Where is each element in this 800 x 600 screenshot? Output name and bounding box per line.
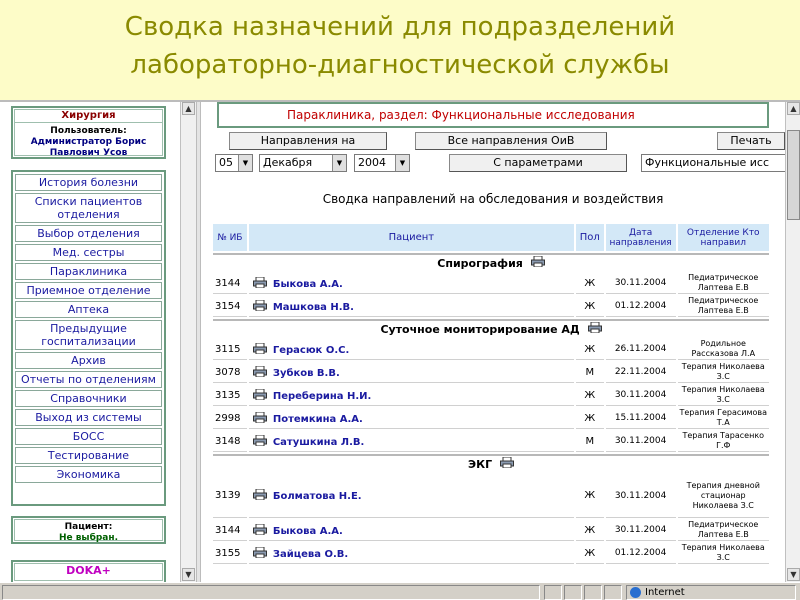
cell-date: 30.11.2004: [606, 385, 676, 406]
globe-icon: [630, 587, 641, 598]
menu-boss[interactable]: БОСС: [15, 428, 162, 445]
printer-icon: [531, 256, 545, 267]
cell-sex: Ж: [576, 474, 604, 518]
cell-patient[interactable]: [249, 296, 574, 317]
directions-button[interactable]: Направления на: [229, 132, 387, 150]
menu-logout[interactable]: Выход из системы: [15, 409, 162, 426]
col-header-dept: Отделение Кто направил: [678, 224, 770, 251]
cell-date: 01.12.2004: [606, 296, 676, 317]
cell-dept: Терапия Николаева З.С: [678, 385, 770, 406]
cell-no: 3144: [213, 273, 247, 294]
user-role: Администратор Борис: [30, 137, 147, 147]
printer-icon: [253, 524, 267, 535]
main-scrollbar[interactable]: [785, 102, 800, 582]
patient-link[interactable]: Герасюк О.С.: [272, 344, 350, 356]
menu-economics[interactable]: Экономика: [15, 466, 162, 483]
status-message: [2, 585, 540, 600]
printer-icon: [253, 547, 267, 558]
main-frame: [201, 102, 785, 582]
user-label: Пользователь:: [50, 126, 127, 136]
cell-date: 30.11.2004: [606, 474, 676, 518]
patient-label: Пациент:: [64, 522, 113, 532]
cell-sex: М: [576, 362, 604, 383]
cell-patient[interactable]: [249, 520, 574, 541]
left-scrollbar[interactable]: [180, 102, 196, 582]
menu-history[interactable]: История болезни: [15, 174, 162, 191]
printer-icon: [253, 343, 267, 354]
printer-icon: [253, 300, 267, 311]
left-frame: [0, 102, 180, 582]
with-params-button[interactable]: С параметрами: [449, 154, 627, 172]
menu-references[interactable]: Справочники: [15, 390, 162, 407]
scroll-up-icon[interactable]: ▲: [182, 102, 195, 115]
cell-patient[interactable]: [249, 474, 574, 518]
menu-select-department[interactable]: Выбор отделения: [15, 225, 162, 242]
patient-link[interactable]: Машкова Н.В.: [272, 301, 354, 313]
day-select[interactable]: [215, 154, 253, 172]
cell-date: 01.12.2004: [606, 543, 676, 564]
patient-link[interactable]: Сатушкина Л.В.: [272, 436, 365, 448]
security-zone: [626, 585, 796, 600]
cell-no: 3154: [213, 296, 247, 317]
all-directions-button[interactable]: Все направления ОиВ: [415, 132, 607, 150]
cell-no: 2998: [213, 408, 247, 429]
user-name: Павлович Усов: [49, 148, 128, 158]
table-header-row: [213, 224, 769, 251]
col-header-sex: Пол: [576, 224, 604, 251]
cell-dept: Терапия Тарасенко Г.Ф: [678, 431, 770, 452]
menu-reports[interactable]: Отчеты по отделениям: [15, 371, 162, 388]
cell-dept: Терапия Герасимова Т.А: [679, 408, 767, 427]
cell-no: 3155: [213, 543, 247, 564]
col-header-no: № ИБ: [213, 224, 247, 251]
cell-sex: Ж: [576, 543, 604, 564]
cell-patient[interactable]: [249, 431, 574, 452]
patient-link[interactable]: Быкова А.А.: [272, 278, 343, 290]
patient-value: Не выбран.: [58, 533, 119, 543]
cell-sex: Ж: [576, 273, 604, 294]
table-row[interactable]: [213, 520, 769, 541]
section-title: Параклиника, раздел: Функциональные исследования: [287, 108, 635, 122]
directions-table: [211, 222, 771, 566]
menu-nurses[interactable]: Мед. сестры: [15, 244, 162, 261]
menu-pharmacy[interactable]: Аптека: [15, 301, 162, 318]
cell-patient[interactable]: [249, 273, 574, 294]
col-header-date: Дата направления: [606, 224, 676, 251]
menu-testing[interactable]: Тестирование: [15, 447, 162, 464]
cell-patient[interactable]: [249, 408, 574, 429]
printer-icon: [253, 412, 267, 423]
cell-date: 15.11.2004: [606, 408, 676, 429]
doka-logo: DOKA+: [66, 564, 111, 577]
cell-no: 3139: [213, 474, 247, 518]
printer-icon: [253, 435, 267, 446]
printer-icon: [253, 366, 267, 377]
patient-link[interactable]: Болматова Н.Е.: [272, 491, 362, 502]
doka-box: [11, 560, 166, 584]
table-row[interactable]: [213, 408, 769, 429]
printer-icon: [253, 389, 267, 400]
filter-select[interactable]: [641, 154, 785, 172]
menu-patient-lists[interactable]: Списки пациентов отделения: [15, 193, 162, 223]
cell-dept: Терапия Николаева З.С: [678, 362, 770, 383]
scroll-down-icon[interactable]: ▼: [787, 568, 800, 581]
group-header: [213, 253, 769, 271]
year-select[interactable]: [354, 154, 410, 172]
day-value: 05: [219, 156, 233, 169]
patient-link[interactable]: Потемкина А.А.: [272, 413, 363, 425]
dropdown-arrow-icon: ▼: [395, 155, 409, 171]
col-header-patient: Пациент: [249, 224, 574, 251]
slide-title: [0, 8, 800, 84]
cell-date: 26.11.2004: [606, 339, 676, 360]
patient-box: [11, 516, 166, 544]
patient-link[interactable]: Зайцева О.В.: [272, 548, 349, 560]
month-select[interactable]: [259, 154, 347, 172]
cell-date: 30.11.2004: [606, 520, 676, 541]
group-header: [213, 319, 769, 337]
printer-icon: [253, 277, 267, 288]
group-name: Спирография: [437, 257, 523, 270]
cell-patient[interactable]: [249, 339, 574, 360]
menu-paraclinic[interactable]: Параклиника: [15, 263, 162, 280]
cell-sex: Ж: [576, 408, 604, 429]
patient-link[interactable]: Переберина Н.И.: [272, 390, 372, 402]
printer-icon: [500, 457, 514, 468]
cell-dept: Педиатрическое Лаптева Е.В: [678, 273, 770, 294]
scroll-down-icon[interactable]: ▼: [182, 568, 195, 581]
status-pane: [564, 585, 582, 600]
patient-link[interactable]: Быкова А.А.: [272, 525, 343, 537]
status-pane: [604, 585, 622, 600]
cell-dept: Педиатрическое Лаптева Е.В: [678, 520, 770, 541]
table-row[interactable]: [213, 362, 769, 383]
status-pane: [584, 585, 602, 600]
dropdown-arrow-icon: ▼: [238, 155, 252, 171]
group-header: [213, 454, 769, 472]
dropdown-arrow-icon: ▼: [332, 155, 346, 171]
group-row: [213, 319, 769, 337]
scroll-thumb[interactable]: [787, 130, 800, 220]
cell-no: 3115: [213, 339, 247, 360]
table-row[interactable]: [213, 296, 769, 317]
browser-window: [0, 100, 800, 600]
cell-sex: Ж: [576, 339, 604, 360]
cell-date: 30.11.2004: [606, 431, 676, 452]
month-value: Декабря: [263, 156, 313, 169]
cell-dept: Терапия Николаева З.С: [678, 543, 770, 564]
department-label: Хирургия: [15, 110, 162, 123]
cell-sex: Ж: [576, 520, 604, 541]
menu-previous-stays[interactable]: Предыдущие госпитализации: [15, 320, 162, 350]
patient-link[interactable]: Зубков В.В.: [272, 367, 340, 379]
group-row: [213, 454, 769, 472]
group-name: Суточное мониторирование АД: [380, 323, 580, 336]
scroll-up-icon[interactable]: ▲: [787, 102, 800, 115]
printer-icon: [253, 489, 267, 500]
report-title: Сводка направлений на обследования и воздействия: [322, 192, 664, 206]
cell-dept: Педиатрическое Лаптева Е.В: [678, 296, 770, 317]
status-pane: [544, 585, 562, 600]
table-row[interactable]: [213, 543, 769, 564]
status-bar: [0, 582, 800, 600]
cell-date: 30.11.2004: [606, 273, 676, 294]
table-row[interactable]: [213, 385, 769, 406]
user-info-box: [11, 106, 166, 159]
table-row[interactable]: [213, 339, 769, 360]
cell-sex: Ж: [576, 385, 604, 406]
cell-no: 3135: [213, 385, 247, 406]
nav-menu: [11, 170, 166, 506]
cell-patient[interactable]: [249, 385, 574, 406]
section-header: [217, 102, 769, 128]
cell-no: 3144: [213, 520, 247, 541]
table-row[interactable]: [213, 273, 769, 294]
zone-label: Internet: [645, 587, 685, 598]
filter-value: Функциональные исс: [645, 156, 770, 169]
cell-patient[interactable]: [249, 362, 574, 383]
cell-date: 22.11.2004: [606, 362, 676, 383]
cell-sex: М: [576, 431, 604, 452]
menu-admission[interactable]: Приемное отделение: [15, 282, 162, 299]
cell-dept: Терапия дневной стационар Николаева З.С: [678, 474, 770, 518]
cell-no: 3148: [213, 431, 247, 452]
cell-no: 3078: [213, 362, 247, 383]
year-value: 2004: [358, 156, 386, 169]
menu-archive[interactable]: Архив: [15, 352, 162, 369]
printer-icon: [588, 322, 602, 333]
slide-title-line1: Сводка назначений для подразделений: [124, 12, 676, 42]
table-row[interactable]: [213, 474, 769, 518]
cell-dept: Родильное Рассказова Л.А: [678, 339, 770, 360]
group-row: [213, 253, 769, 271]
cell-patient[interactable]: [249, 543, 574, 564]
cell-sex: Ж: [576, 296, 604, 317]
print-button[interactable]: Печать: [717, 132, 785, 150]
slide-title-line2: лабораторно-диагностической службы: [130, 50, 670, 80]
group-name: ЭКГ: [468, 458, 493, 471]
table-row[interactable]: [213, 431, 769, 452]
